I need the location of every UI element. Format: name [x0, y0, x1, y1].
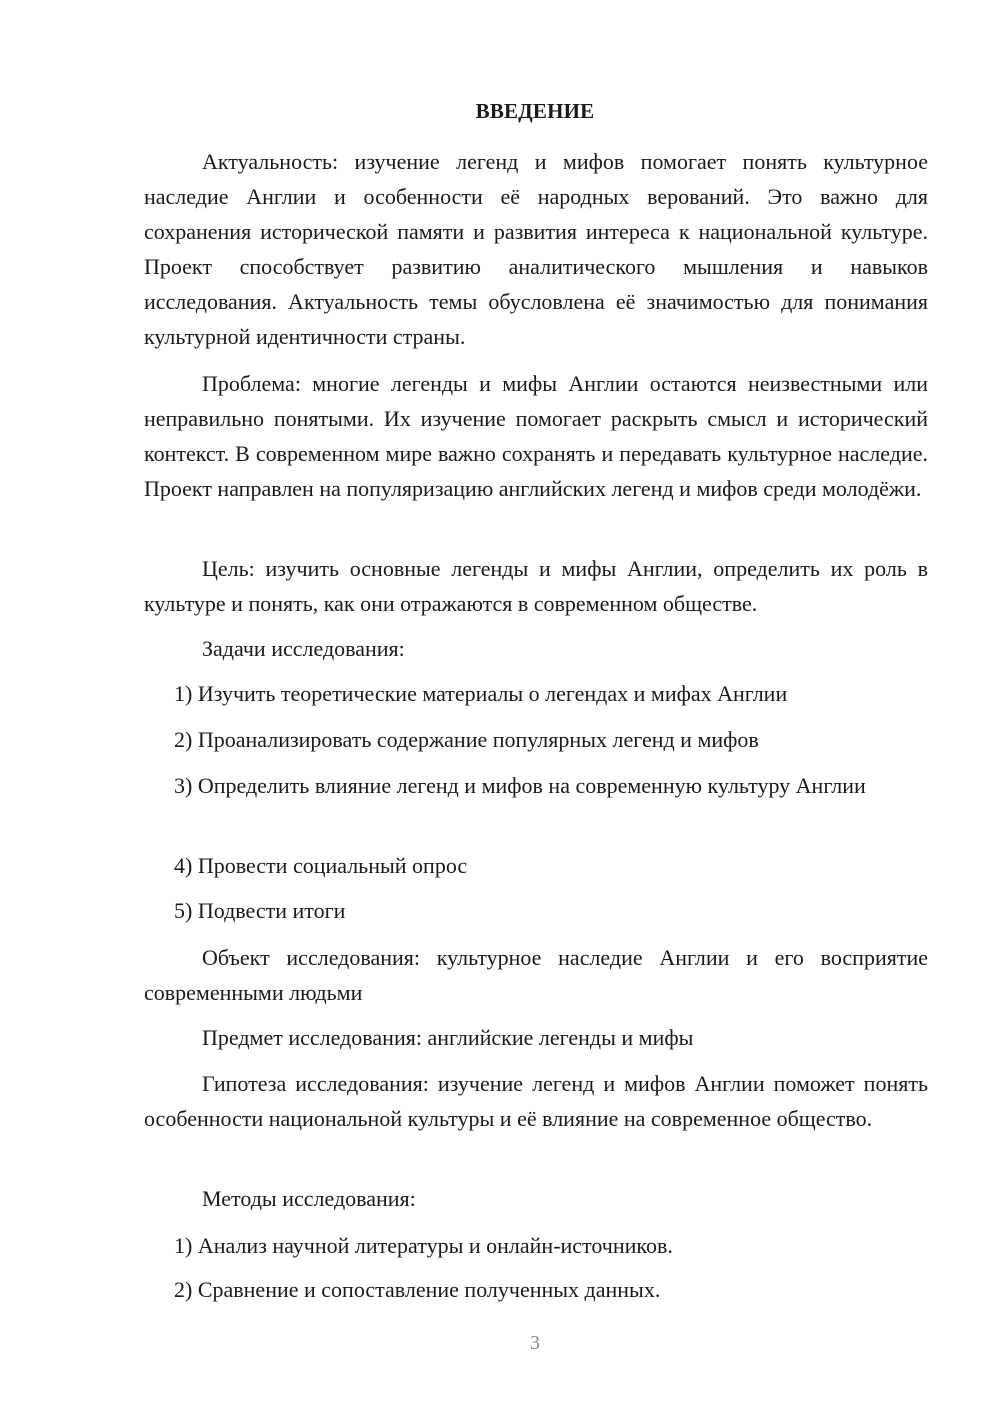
- paragraph-object: Объект исследования: культурное наследие Англии и его восприятие современными людьми: [144, 945, 928, 1005]
- method-item-2: 2) Сравнение и сопоставление полученных данных.: [174, 1277, 661, 1302]
- task-item-1: 1) Изучить теоретические материалы о легендах и мифах Англии: [174, 681, 788, 706]
- paragraph-problem: Проблема: многие легенды и мифы Англии остаются неизвестными или неправильно понятыми. Их изучение помогает раскрыть смысл и исторический контекст. В современном мире важно сохранять и передавать культурное наследие. Проект направлен на популяризацию английских легенд и мифов среди молодёжи.: [144, 371, 928, 501]
- methods-heading: Методы исследования:: [202, 1186, 416, 1211]
- tasks-heading: Задачи исследования:: [202, 636, 405, 661]
- paragraph-hypothesis: Гипотеза исследования: изучение легенд и мифов Англии поможет понять особенности национальной культуры и её влияние на современное общество.: [144, 1071, 928, 1131]
- task-item-5: 5) Подвести итоги: [174, 898, 346, 923]
- section-title: ВВЕДЕНИЕ: [475, 99, 595, 123]
- paragraph-relevance: Актуальность: изучение легенд и мифов помогает понять культурное наследие Англии и особенности её народных верований. Это важно для сохранения исторической памяти и развития интереса к национальной культуре. Проект способствует развитию аналитического мышления и навыков исследования. Актуальность темы обусловлена её значимостью для понимания культурной идентичности страны.: [144, 149, 928, 349]
- task-item-2: 2) Проанализировать содержание популярных легенд и мифов: [174, 727, 759, 752]
- method-item-1: 1) Анализ научной литературы и онлайн-источников.: [174, 1233, 673, 1258]
- paragraph-goal: Цель: изучить основные легенды и мифы Англии, определить их роль в культуре и понять, как они отражаются в современном обществе.: [144, 556, 928, 616]
- task-item-4: 4) Провести социальный опрос: [174, 853, 468, 878]
- task-item-3: 3) Определить влияние легенд и мифов на современную культуру Англии: [174, 773, 866, 798]
- paragraph-subject: Предмет исследования: английские легенды и мифы: [202, 1025, 694, 1050]
- page-number: 3: [530, 1332, 540, 1354]
